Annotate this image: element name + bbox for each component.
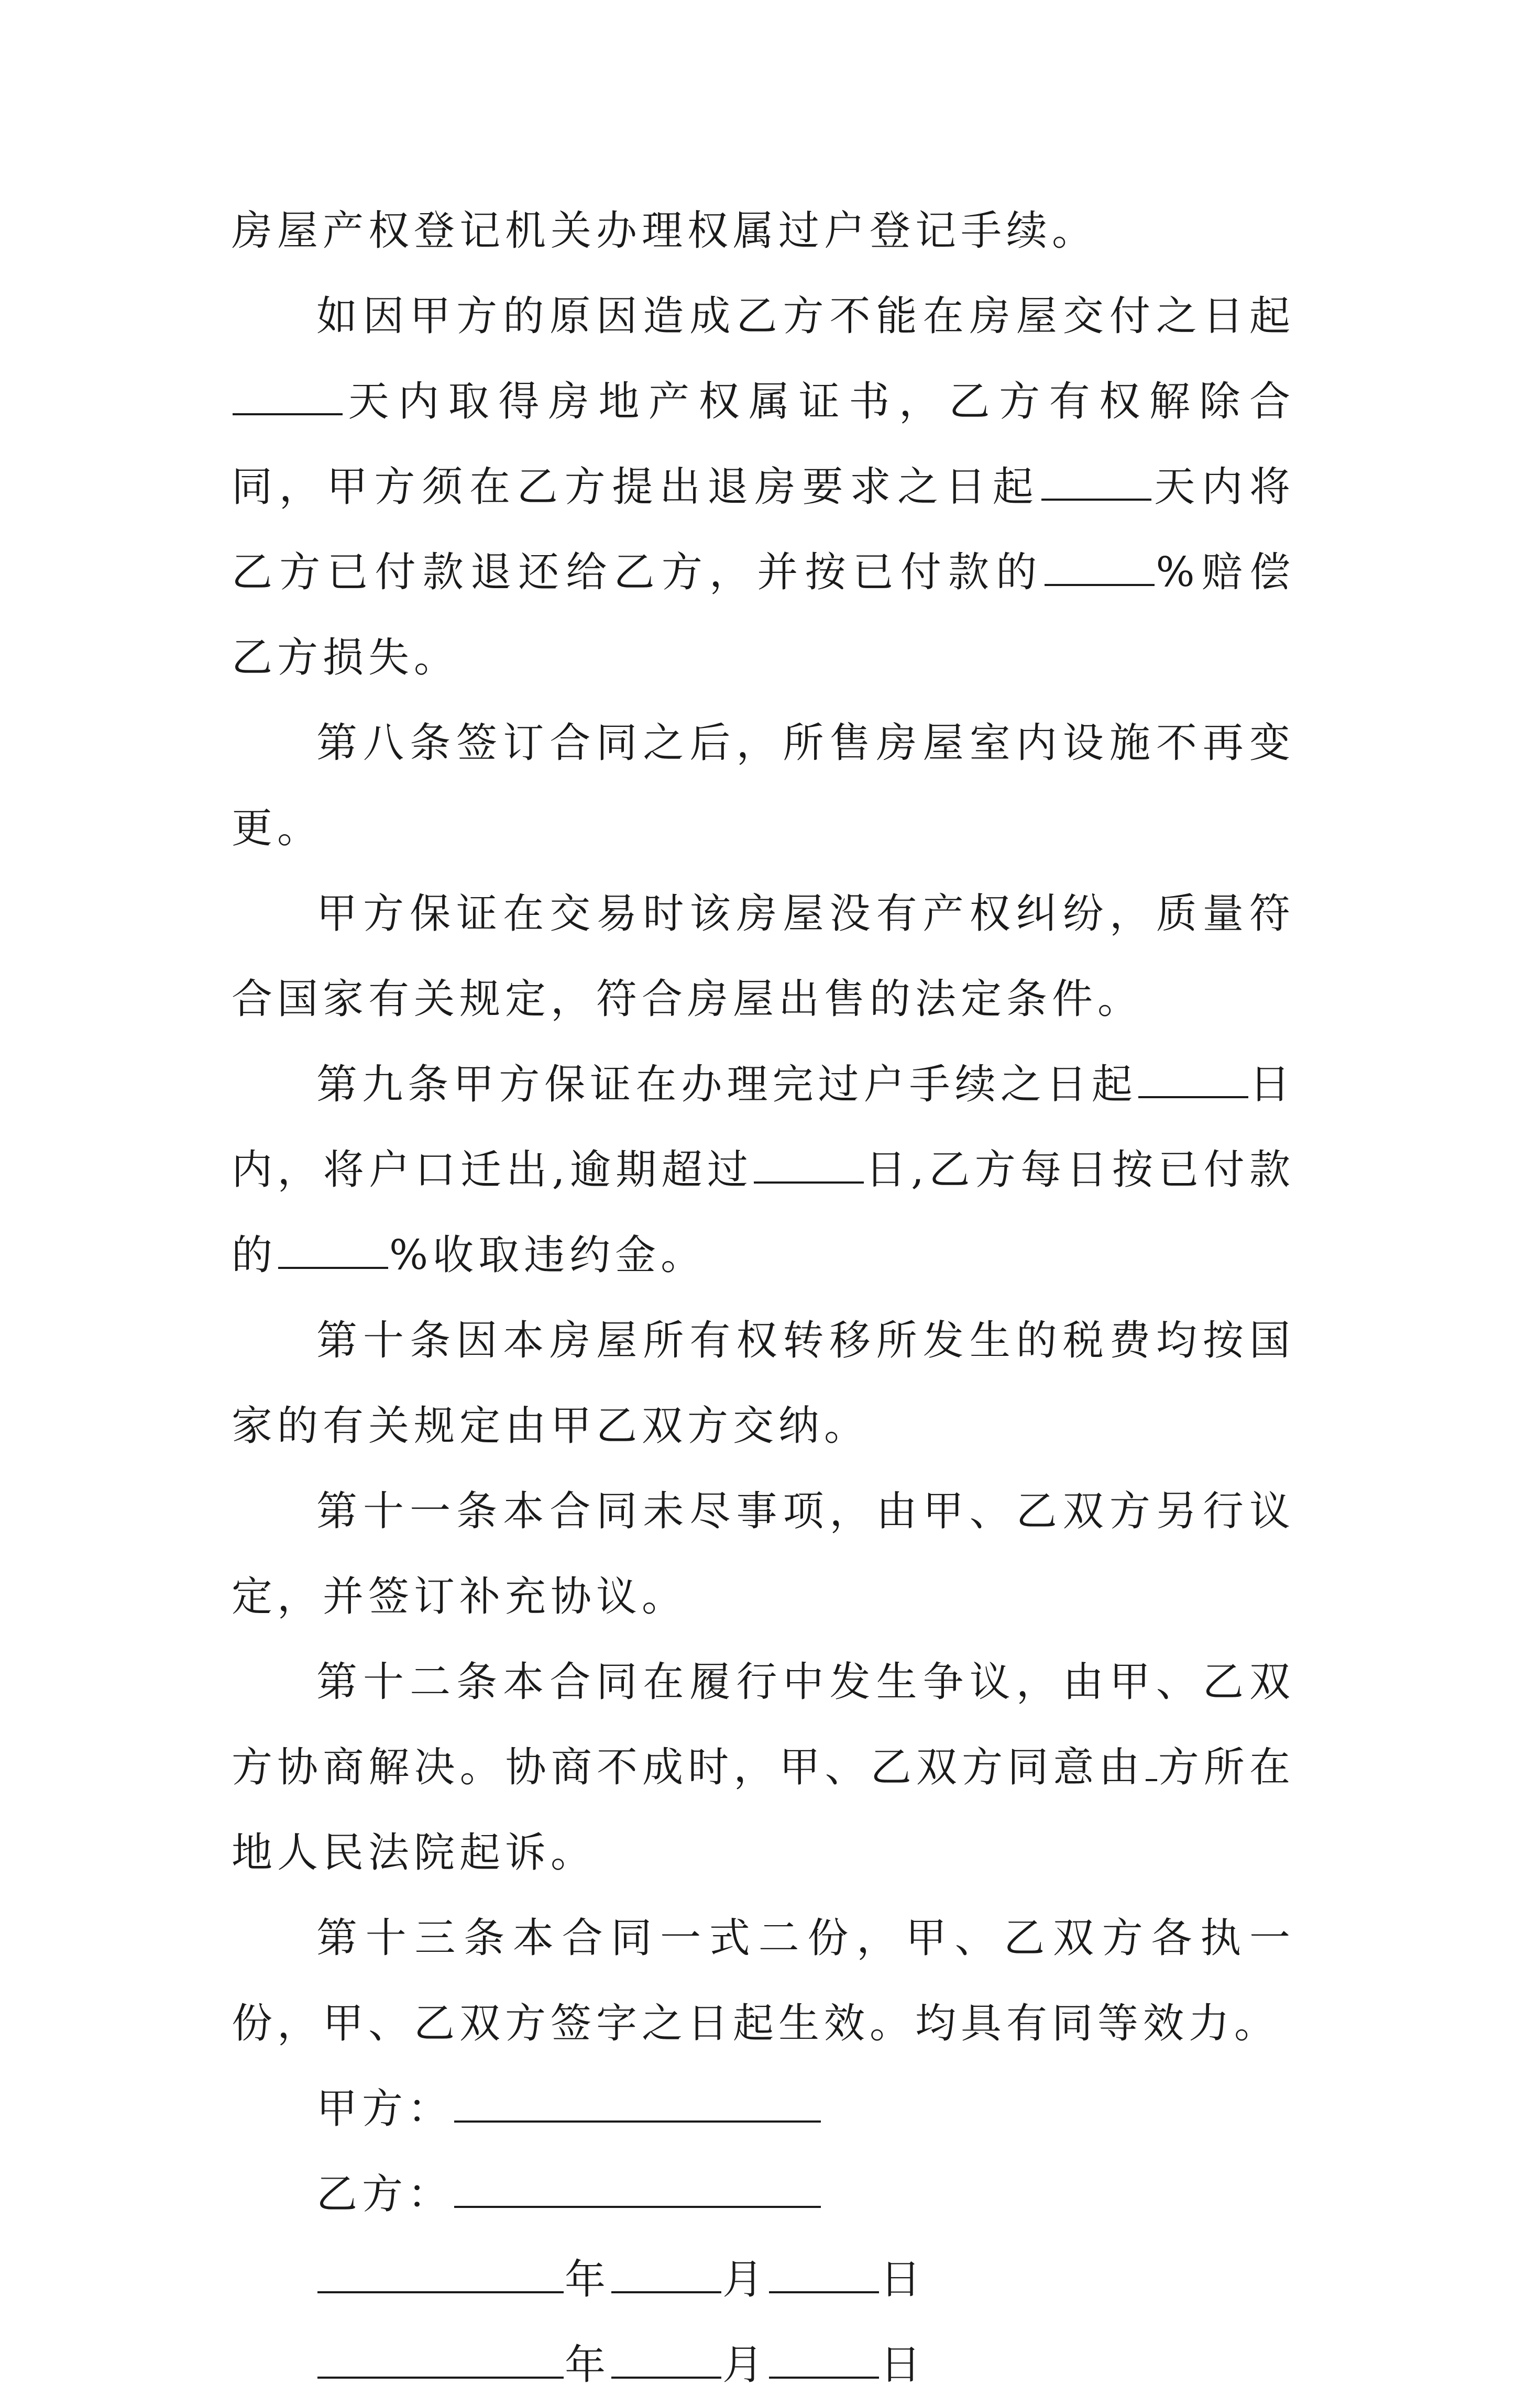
fill-blank[interactable] [754,1145,864,1184]
fill-blank[interactable] [278,1230,388,1269]
text-segment: 日内，将户口迁出,逾期超过 [232,1061,1295,1194]
document-page [232,189,1295,2408]
contract-paragraph [232,1042,1295,1298]
contract-paragraph [232,189,1295,274]
contract-paragraph [232,274,1295,701]
fill-blank[interactable] [1041,462,1151,501]
contract-paragraph [232,701,1295,871]
text-segment: %赔偿乙方损失。 [232,549,1295,681]
text-segment: 如因甲方的原因造成乙方不能在房屋交付之日起 [316,293,1295,340]
contract-paragraph [232,1298,1295,1469]
text-segment: 第十二条本合同在履行中发生争议，由甲、乙双方协商解决。协商不成时，甲、乙双方同意由 [232,1659,1295,1791]
year-label: 年 [565,2256,611,2303]
text-segment: %收取违约金。 [389,1232,707,1279]
year-blank[interactable] [317,2340,564,2379]
year-label: 年 [565,2341,611,2389]
party-b-signature-blank[interactable] [454,2169,821,2208]
date-line-b [232,2323,1295,2408]
month-label: 月 [722,2256,768,2303]
text-segment: 甲方保证在交易时该房屋没有产权纠纷，质量符合国家有关规定，符合房屋出售的法定条件。 [232,890,1295,1023]
party-b-label: 乙方： [316,2171,454,2218]
text-segment: 天内取得房地产权属证书，乙方有权解除合同，甲方须在乙方提出退房要求之日起 [232,378,1295,511]
text-segment: 天内将乙方已付款退还给乙方，并按已付款的 [232,463,1295,596]
month-blank[interactable] [611,2255,721,2293]
month-label: 月 [722,2341,768,2389]
contract-paragraph [232,1640,1295,1896]
party-a-signature-blank[interactable] [454,2084,821,2123]
text-segment: 方所在地人民法院起诉。 [232,1744,1295,1876]
text-segment: 第八条签订合同之后，所售房屋室内设施不再变更。 [232,720,1295,852]
contract-paragraph [232,1469,1295,1640]
text-segment: 第十三条本合同一式二份，甲、乙双方各执一份，甲、乙双方签字之日起生效。均具有同等效力。 [232,1915,1295,2047]
day-blank[interactable] [769,2255,879,2293]
day-label: 日 [880,2341,926,2389]
contract-paragraph [232,1896,1295,2067]
year-blank[interactable] [317,2255,564,2293]
month-blank[interactable] [611,2340,721,2379]
fill-blank[interactable] [1045,547,1155,586]
contract-paragraph [232,871,1295,1042]
text-segment: 日,乙方每日按已付款的 [232,1146,1295,1279]
party-a-label: 甲方： [316,2085,454,2133]
text-segment: 第九条甲方保证在办理完过户手续之日起 [316,1061,1137,1108]
text-segment: 第十一条本合同未尽事项，由甲、乙双方另行议定，并签订补充协议。 [232,1488,1295,1620]
fill-blank[interactable] [1146,1742,1157,1781]
text-segment: 房屋产权登记机关办理权属过户登记手续。 [232,207,1098,255]
date-line-a [232,2237,1295,2323]
party-a-signature [232,2067,1295,2152]
fill-blank[interactable] [1138,1059,1248,1098]
text-segment: 第十条因本房屋所有权转移所发生的税费均按国家的有关规定由甲乙双方交纳。 [232,1317,1295,1450]
fill-blank[interactable] [233,377,343,415]
day-blank[interactable] [769,2340,879,2379]
day-label: 日 [880,2256,926,2303]
party-b-signature [232,2152,1295,2237]
